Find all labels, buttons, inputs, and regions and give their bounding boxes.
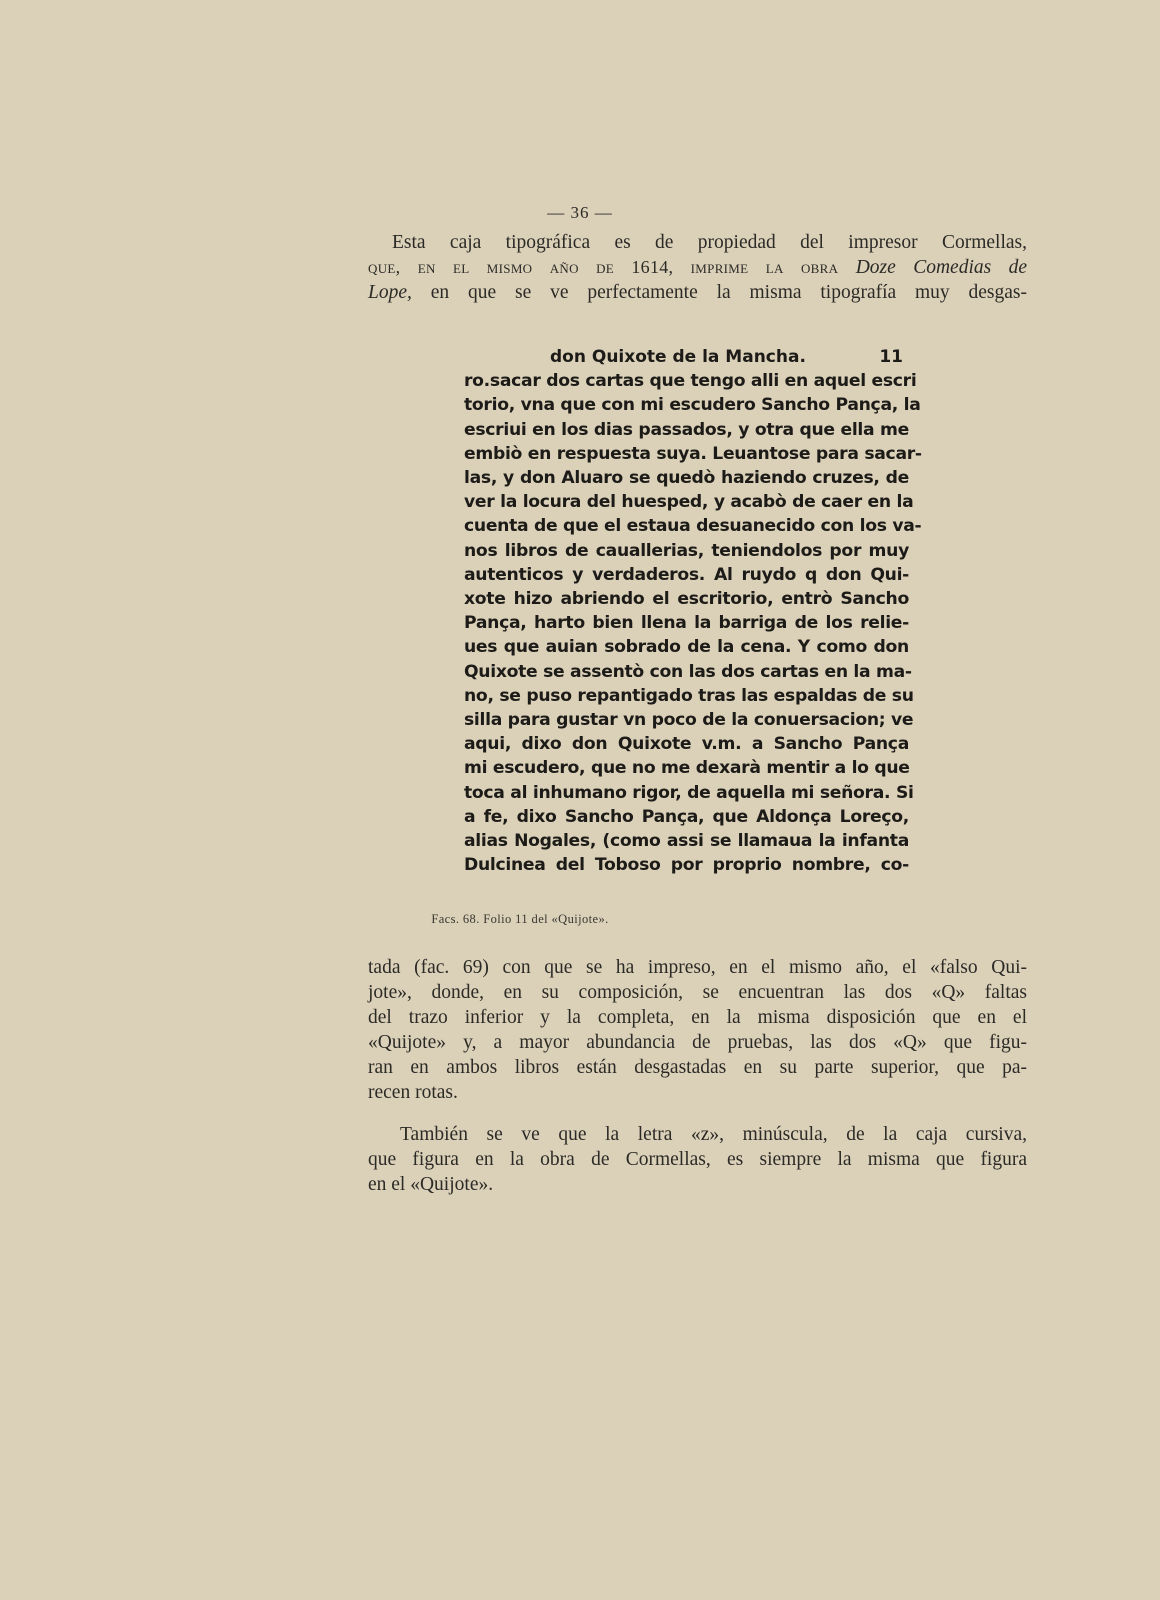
facsimile-line: silla para gustar vn poco de la conuersacion; ve bbox=[464, 710, 914, 731]
facsimile-line: ver la locura del huesped, y acabò de caer en la bbox=[464, 492, 914, 513]
facsimile-caption: Facs. 68. Folio 11 del «Quijote». bbox=[431, 912, 609, 926]
facsimile-line: nos libros de cauallerias, teniendolos por muy bbox=[464, 540, 909, 561]
body-line: «Quijote» y, a mayor abundancia de pruebas, las dos «Q» que figu- bbox=[368, 1032, 1027, 1053]
intro-line-3-text: en que se ve perfectamente la misma tipografía muy desgas- bbox=[430, 282, 1028, 303]
facsimile-line: a fe, dixo Sancho Pança, que Aldonça Loreço, bbox=[464, 806, 909, 827]
body-line: jote», donde, en su composición, se encuentran las dos «Q» faltas bbox=[368, 982, 1027, 1003]
facsimile-line: las, y don Aluaro se quedò haziendo cruzes, de bbox=[464, 468, 909, 489]
facsimile-line: embiò en respuesta suya. Leuantose para sacar- bbox=[464, 443, 922, 464]
facsimile-line: Quixote se assentò con las dos cartas en la ma- bbox=[464, 661, 912, 682]
body-line: que figura en la obra de Cormellas, es siempre la misma que figura bbox=[368, 1149, 1027, 1170]
facsimile-line: alias Nogales, (como assi se llamaua la infanta bbox=[464, 831, 909, 852]
facsimile-line: xote hizo abriendo el escritorio, entrò Sancho bbox=[464, 589, 909, 610]
facsimile-line: torio, vna que con mi escudero Sancho Pança, la bbox=[464, 395, 921, 416]
facsimile-folio-number: 11 bbox=[879, 347, 903, 367]
intro-line-3 bbox=[368, 280, 1027, 305]
facsimile-line: ro.sacar dos cartas que tengo alli en aquel escri bbox=[464, 371, 917, 392]
intro-book-title-end: Lope, bbox=[368, 282, 412, 303]
body-line: en el «Quijote». bbox=[368, 1174, 494, 1195]
facsimile-line: Pança, harto bien llena la barriga de los relie- bbox=[464, 613, 909, 634]
facsimile-running-title: don Quixote de la Mancha. bbox=[550, 347, 806, 367]
facsimile-line: autenticos y verdaderos. Al ruydo q don Qui- bbox=[464, 564, 909, 585]
body-line: También se ve que la letra «z», minúscula, de la caja cursiva, bbox=[400, 1124, 1027, 1145]
facsimile-line: mi escudero, que no me dexarà mentir a lo que bbox=[464, 758, 910, 779]
facsimile-line: Dulcinea del Toboso por proprio nombre, co- bbox=[464, 855, 909, 876]
facsimile-quijote-folio bbox=[464, 345, 922, 877]
facsimile-line: ues que auian sobrado de la cena. Y como don bbox=[464, 637, 909, 658]
facsimile-line: toca al inhumano rigor, de aquella mi señora. Si bbox=[464, 782, 914, 803]
body-paragraph-2 bbox=[368, 1122, 1027, 1197]
facsimile-line: no, se puso repantigado tras las espaldas de su bbox=[464, 685, 914, 706]
body-line: ran en ambos libros están desgastadas en su parte superior, que pa- bbox=[368, 1057, 1027, 1078]
intro-line-1: Esta caja tipográfica es de propiedad del impresor Cormellas, bbox=[392, 232, 1027, 253]
body-line: recen rotas. bbox=[368, 1082, 458, 1103]
page-number: — 36 — bbox=[547, 203, 613, 222]
body-paragraph-1 bbox=[368, 955, 1027, 1105]
intro-paragraph bbox=[368, 230, 1027, 305]
facsimile-header bbox=[464, 345, 909, 369]
facsimile-line: cuenta de que el estaua desuanecido con los va- bbox=[464, 516, 922, 537]
intro-small-caps: que, en el mismo año de 1614, imprime la obra bbox=[368, 257, 839, 277]
body-line: tada (fac. 69) con que se ha impreso, en el mismo año, el «falso Qui- bbox=[368, 957, 1027, 978]
facsimile-line: escriui en los dias passados, y otra que ella me bbox=[464, 419, 909, 440]
intro-line-2 bbox=[368, 255, 1027, 280]
intro-book-title: Doze Comedias de bbox=[855, 257, 1028, 278]
facsimile-line: aqui, dixo don Quixote v.m. a Sancho Pança bbox=[464, 734, 909, 755]
body-line: del trazo inferior y la completa, en la misma disposición que en el bbox=[368, 1007, 1027, 1028]
